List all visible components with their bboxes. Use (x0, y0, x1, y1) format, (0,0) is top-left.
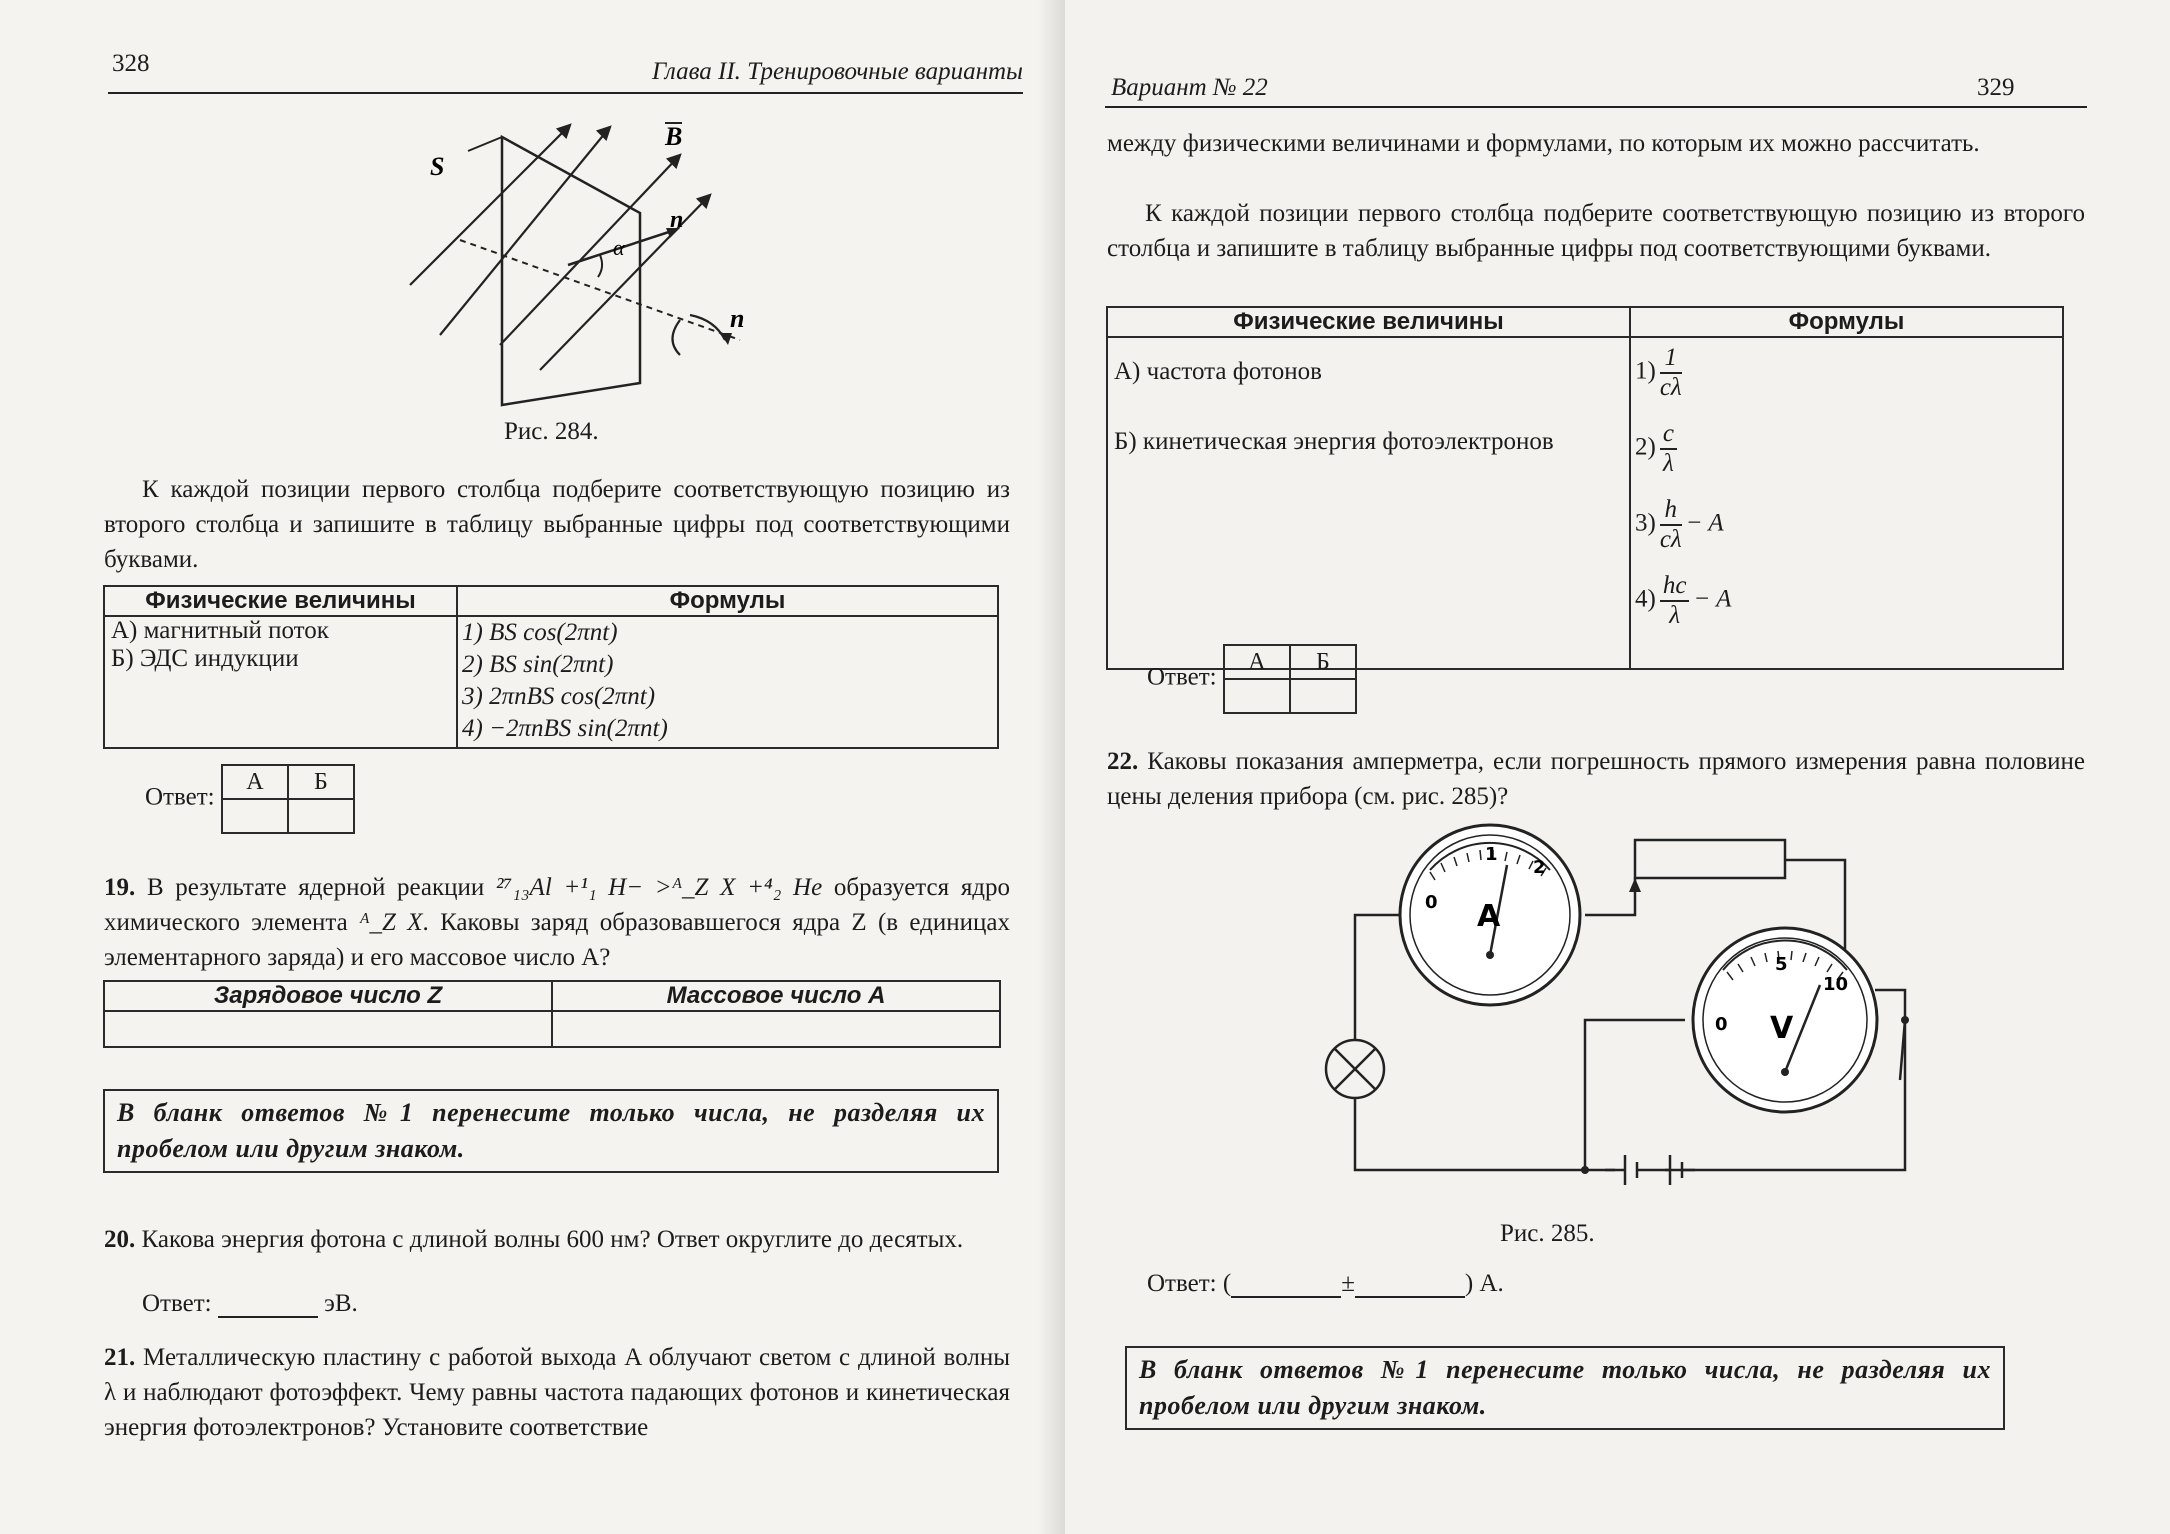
q18-quantities-cell (104, 616, 457, 748)
q21-quantity-b: Б) кинетическая энергия фотоэлектронов (1114, 428, 1554, 455)
ammeter-tick-0: 0 (1425, 892, 1438, 913)
q22-answer-error-blank[interactable] (1355, 1270, 1465, 1298)
q18-answer-grid (221, 764, 355, 834)
q19-header-charge: Зарядовое число Z (104, 981, 552, 1011)
q18-answer-cell-a[interactable] (222, 799, 288, 833)
q18-quantity-b: Б) ЭДС индукции (111, 645, 299, 672)
q21-answer (1147, 644, 1357, 714)
label-n-vector: n (670, 207, 684, 233)
header-rule (108, 92, 1023, 94)
label-alpha: α (613, 235, 625, 260)
ammeter-tick-2: 2 (1533, 857, 1546, 878)
q20-answer-blank[interactable] (218, 1290, 318, 1318)
q21-quantities-cell (1107, 337, 1630, 669)
voltmeter-tick-10: 10 (1823, 974, 1849, 995)
figure-285-caption: Рис. 285. (1500, 1220, 1595, 1247)
q18-instruction: К каждой позиции первого столбца подберите соответствующую позицию из второго столбца и запишите в таблицу выбранные цифры под соответствующими буквами. (104, 476, 1010, 573)
figure-284-caption: Рис. 284. (504, 418, 599, 445)
notice-box-right: В бланк ответов №1 перенесите только числа, не разделяя их пробелом или другим знаком. (1125, 1346, 2005, 1430)
q21-table (1106, 306, 2064, 670)
wire-left-bottom (1355, 1098, 1615, 1170)
q18-answer-col-a: А (222, 765, 288, 799)
q19-answer-mass[interactable] (552, 1011, 1000, 1047)
q18-formulas-cell (457, 616, 998, 748)
q21-instruction: К каждой позиции первого столбца подберите соответствующую позицию из второго столбца и запишите в таблицу выбранные цифры под соответствующими буквами. (1107, 200, 2085, 262)
q18-answer-label: Ответ: (145, 783, 215, 811)
label-n: n (730, 304, 745, 333)
q18-header-quantities: Физические величины (104, 586, 457, 616)
wire-voltmeter-right (1875, 990, 1905, 1020)
q21-answer-col-a: А (1224, 645, 1290, 679)
q21-header-quantities: Физические величины (1107, 307, 1630, 337)
q18-formula-4: 4) −2πnBS sin(2πnt) (462, 715, 668, 742)
page-number: 328 (112, 50, 150, 77)
q20-unit: эВ. (324, 1290, 358, 1317)
q19-reaction: ²⁷₁₃Al +¹₁ H− >ᴬ_Z X +⁴₂ He (495, 874, 823, 901)
q22-answer-pm: ± (1341, 1270, 1355, 1297)
q19-nucleus: ᴬ_Z X (359, 909, 423, 936)
q20-text: 20. Какова энергия фотона с длиной волны 600 нм? Ответ округлите до десятых. (104, 1226, 964, 1253)
q19-number: 19. (104, 874, 136, 901)
q21-text: 21. Металлическую пластину с работой выхода A облучают светом с длиной волны λ и наблюдают фотоэффект. Чему равны частота падающих фотонов и кинетическая энергия фотоэлектронов? Установите соответствие (104, 1344, 1011, 1441)
q18-header-formulas: Формулы (457, 586, 998, 616)
wire-left-top (1355, 915, 1405, 1040)
q18-table (103, 585, 999, 749)
q18-formula-2: 2) BS sin(2πnt) (462, 651, 614, 678)
ammeter-tick-1: 1 (1485, 844, 1498, 865)
figure-285 (1245, 820, 1925, 1180)
voltmeter-tick-5: 5 (1775, 954, 1788, 975)
q18-quantity-a: А) магнитный поток (111, 617, 329, 644)
q22-number: 22. (1107, 748, 1139, 775)
label-B: B (665, 122, 683, 151)
q18-formula-1: 1) BS cos(2πnt) (462, 619, 618, 646)
q22-answer (1147, 1270, 1504, 1298)
header-rule-right (1105, 106, 2087, 108)
voltmeter-tick-0: 0 (1715, 1014, 1728, 1035)
q22-text: 22. Каковы показания амперметра, если погрешность прямого измерения равна половине цены деления прибора (см. рис. 285)? (1107, 748, 2085, 810)
q18-answer-col-b: Б (288, 765, 354, 799)
page-number-right: 329 (1977, 74, 2015, 101)
q21-quantity-a: А) частота фотонов (1114, 358, 1322, 385)
q18-answer (145, 764, 355, 834)
q21-formula-4: 4) $\frac{hc}{\lambda}$ − A (1635, 572, 1732, 629)
q21-answer-label: Ответ: (1147, 663, 1217, 691)
running-head: Глава II. Тренировочные варианты (651, 58, 1023, 85)
voltmeter-symbol: V (1770, 1011, 1794, 1046)
q21-formula-3: 3) $\frac{h}{c\lambda}$ − A (1635, 496, 1724, 553)
q21-continuation: между физическими величинами и формулами, по которым их можно рассчитать. (1107, 130, 1980, 157)
q22-answer-unit: ) А. (1464, 1270, 1504, 1297)
right-page (1065, 0, 2170, 1534)
left-page (0, 0, 1065, 1534)
notice-box-left: В бланк ответов №1 перенесите только числа, не разделяя их пробелом или другим знаком. (103, 1089, 999, 1173)
q21-number: 21. (104, 1344, 136, 1371)
q19-text: 19. В результате ядерной реакции ²⁷₁₃Al +¹₁ H− >ᴬ_Z X +⁴₂ He образуется ядро химического элемента ᴬ_Z X. Каковы заряд образовавшегося ядра Z (в единицах элементарного заряда) и его массовое число A? (104, 874, 1011, 971)
frame-edge (468, 137, 502, 151)
q18-formula-3: 3) 2πnBS cos(2πnt) (462, 683, 656, 710)
q21-formula-2: 2) $\frac{c}{\lambda}$ (1635, 420, 2058, 496)
q21-answer-col-b: Б (1290, 645, 1356, 679)
q18-answer-cell-b[interactable] (288, 799, 354, 833)
q19-table (103, 980, 1001, 1048)
q19-answer-charge[interactable] (104, 1011, 552, 1047)
q21-formulas-cell (1630, 337, 2063, 669)
q21-answer-cell-b[interactable] (1290, 679, 1356, 713)
q22-answer-value-blank[interactable] (1231, 1270, 1341, 1298)
figure-284 (430, 115, 760, 415)
running-head-right: Вариант № 22 (1111, 74, 1268, 101)
q21-answer-grid (1223, 644, 1357, 714)
label-S: S (430, 152, 445, 181)
q22-answer-label: Ответ: ( (1147, 1270, 1232, 1297)
q20-answer (142, 1290, 358, 1318)
q21-formula-1: 1) $\frac{1}{c\lambda}$ (1635, 344, 1682, 401)
q19-header-mass: Массовое число A (552, 981, 1000, 1011)
q20-answer-label: Ответ: (142, 1290, 212, 1317)
q21-answer-cell-a[interactable] (1224, 679, 1290, 713)
q21-header-formulas: Формулы (1630, 307, 2063, 337)
q20-number: 20. (104, 1226, 136, 1253)
ammeter-symbol: A (1477, 899, 1501, 934)
